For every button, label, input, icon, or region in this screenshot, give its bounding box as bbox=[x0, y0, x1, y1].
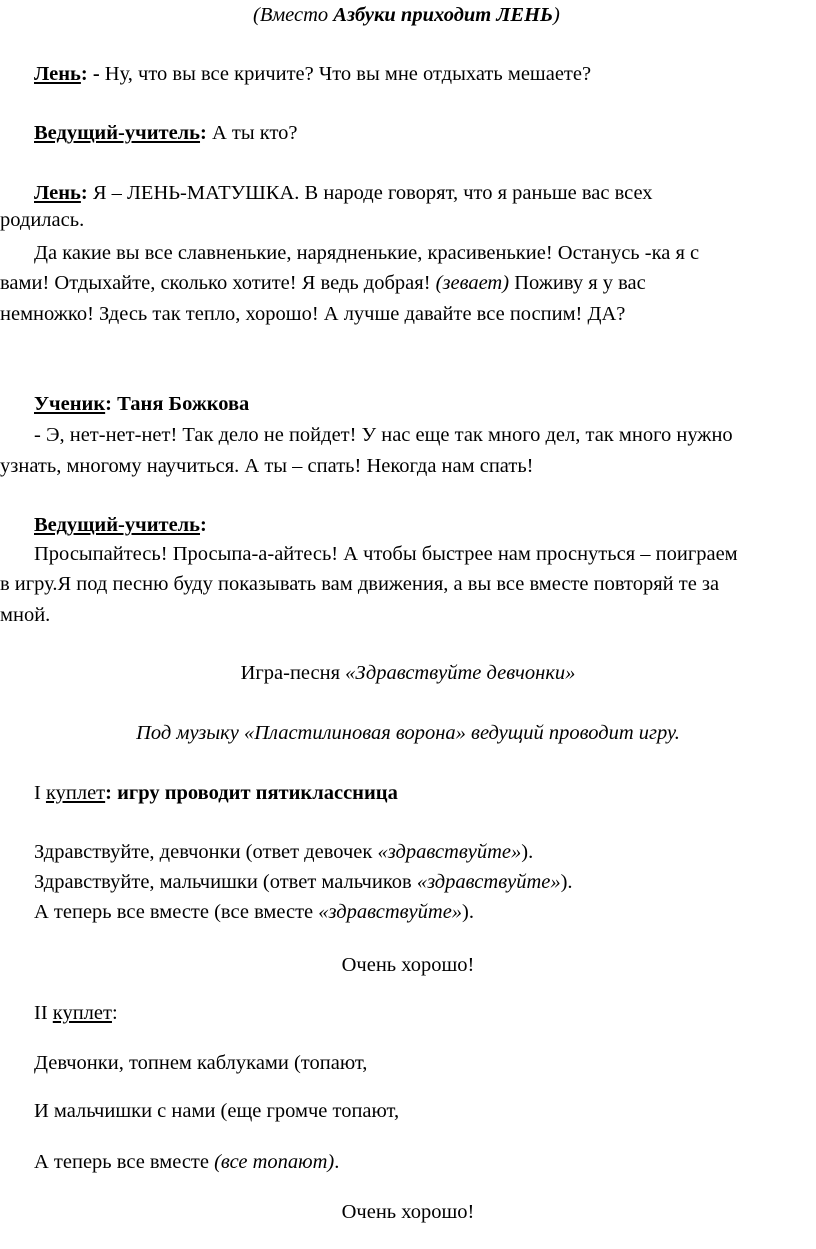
stage-remark: (зевает) bbox=[435, 272, 510, 294]
verse2-line3 bbox=[0, 1149, 816, 1177]
game-label: Игра-песня bbox=[240, 662, 346, 684]
verse1-line1 bbox=[0, 839, 816, 867]
verse-response: «здравствуйте» bbox=[318, 901, 463, 923]
student-name: : Таня Божкова bbox=[105, 393, 250, 415]
speaker-name: Лень bbox=[34, 63, 81, 85]
dialogue-len-2-line4 bbox=[0, 270, 816, 298]
dialogue-text: А ты кто? bbox=[211, 122, 298, 144]
verse2-heading bbox=[0, 1000, 816, 1028]
speaker-name: Ведущий-учитель bbox=[34, 122, 201, 144]
verse-word: куплет bbox=[45, 782, 106, 804]
speaker-separator: : bbox=[200, 122, 212, 144]
teacher-line3: мной. bbox=[0, 604, 51, 626]
teacher-line2: в игру.Я под песню буду показывать вам движения, а вы все вместе повторяй те за bbox=[0, 573, 720, 595]
speaker-separator: : bbox=[80, 182, 93, 204]
dialogue-text: Поживу я у вас bbox=[509, 272, 646, 294]
dialogue-text: Ну, что вы все кричите? Что вы мне отдыхать мешаете? bbox=[104, 63, 592, 85]
dialogue-len-2-line2: родилась. bbox=[0, 209, 85, 231]
verse2-praise: Очень хорошо! bbox=[341, 1201, 475, 1223]
dialogue-text: Я – ЛЕНЬ-МАТУШКА. В народе говорят, что я раньше вас всех bbox=[92, 182, 653, 204]
verse-colon: : bbox=[111, 1002, 118, 1024]
dialogue-len-1 bbox=[0, 61, 816, 89]
game-song-title: «Здравствуйте девчонки» bbox=[345, 662, 576, 684]
verse1-praise: Очень хорошо! bbox=[341, 954, 475, 976]
stage-remark: (все топают) bbox=[214, 1151, 335, 1173]
verse-description: : игру проводит пятиклассница bbox=[105, 782, 398, 804]
teacher-line1: Просыпайтесь! Просыпа-а-айтесь! А чтобы быстрее нам проснуться – поиграем bbox=[34, 543, 738, 565]
dialogue-teacher-1 bbox=[0, 120, 816, 148]
game-note: Под музыку «Пластилиновая ворона» ведущий проводит игру. bbox=[136, 722, 680, 744]
verse-response: «здравствуйте» bbox=[377, 841, 522, 863]
dialogue-len-2-line5: немножко! Здесь так тепло, хорошо! А лучше давайте все поспим! ДА? bbox=[0, 303, 626, 325]
verse-text: А теперь все вместе bbox=[34, 1151, 215, 1173]
dialogue-len-2-line1 bbox=[0, 180, 816, 208]
intro-bold-text: Азбуки приходит ЛЕНЬ bbox=[333, 4, 554, 26]
verse-number: I bbox=[34, 782, 46, 804]
verse-word: куплет bbox=[52, 1002, 112, 1024]
verse-number: II bbox=[34, 1002, 53, 1024]
verse1-line2 bbox=[0, 869, 816, 897]
dialogue-text: вами! Отдыхайте, сколько хотите! Я ведь добрая! bbox=[0, 272, 436, 294]
speaker-name: Лень bbox=[34, 182, 81, 204]
verse-text: ). bbox=[521, 841, 534, 863]
speaker-name: Ученик bbox=[34, 393, 106, 415]
intro-paren: ( bbox=[253, 4, 260, 26]
intro-word: Вместо bbox=[259, 4, 334, 26]
dialogue-len-2-line3: Да какие вы все славненькие, нарядненькие, красивенькие! Останусь -ка я с bbox=[34, 242, 700, 264]
speaker-separator: : bbox=[200, 514, 207, 536]
teacher-heading bbox=[0, 512, 816, 540]
verse-text: Здравствуйте, мальчишки (ответ мальчиков bbox=[34, 871, 417, 893]
verse1-heading bbox=[0, 780, 816, 808]
verse2-line2: И мальчишки с нами (еще громче топают, bbox=[34, 1100, 400, 1122]
verse2-line1: Девчонки, топнем каблуками (топают, bbox=[34, 1052, 368, 1074]
student-heading bbox=[0, 391, 816, 419]
verse-text: ). bbox=[462, 901, 474, 923]
student-line2: узнать, многому научиться. А ты – спать! Некогда нам спать! bbox=[0, 455, 534, 477]
game-title bbox=[0, 660, 816, 688]
verse-text: ). bbox=[560, 871, 573, 893]
verse-text: Здравствуйте, девчонки (ответ девочек bbox=[34, 841, 378, 863]
verse1-line3 bbox=[0, 899, 816, 927]
verse-text: А теперь все вместе (все вместе bbox=[34, 901, 319, 923]
intro-paren-close: ) bbox=[553, 4, 560, 26]
intro-stage-direction bbox=[253, 2, 560, 30]
speaker-name: Ведущий-учитель bbox=[34, 514, 201, 536]
verse-response: «здравствуйте» bbox=[416, 871, 561, 893]
student-line1: - Э, нет-нет-нет! Так дело не пойдет! У нас еще так много дел, так много нужно bbox=[34, 424, 733, 446]
speaker-separator: : - bbox=[80, 63, 105, 85]
verse-text: . bbox=[334, 1151, 340, 1173]
